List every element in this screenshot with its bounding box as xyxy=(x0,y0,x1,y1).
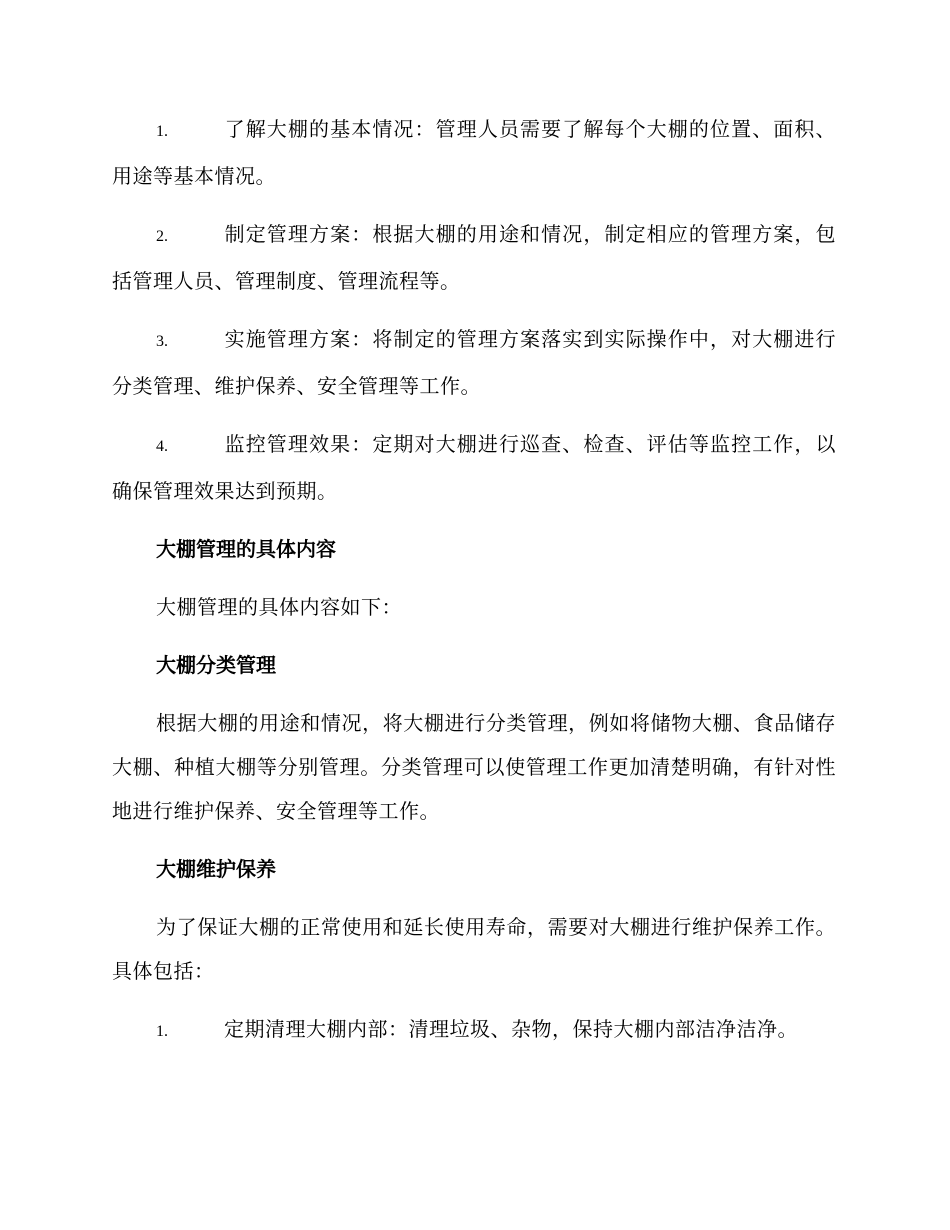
list-item-text: 了解大棚的基本情况：管理人员需要了解每个大棚的位置、面积、用途等基本情况。 xyxy=(112,117,836,188)
list-item-number: 1. xyxy=(156,123,168,140)
list-item-text: 定期清理大棚内部：清理垃圾、杂物，保持大棚内部洁净洁净。 xyxy=(224,1017,798,1041)
document-content xyxy=(112,107,836,1068)
classify-paragraph: 根据大棚的用途和情况，将大棚进行分类管理，例如将储物大棚、食品储存大棚、种植大棚等分别管理。分类管理可以使管理工作更加清楚明确，有针对性地进行维护保养、安全管理等工作。 xyxy=(112,711,836,823)
list-item xyxy=(112,107,836,198)
list-item-text: 监控管理效果：定期对大棚进行巡查、检查、评估等监控工作，以确保管理效果达到预期。 xyxy=(112,432,836,503)
maintain-paragraph: 为了保证大棚的正常使用和延长使用寿命，需要对大棚进行维护保养工作。具体包括： xyxy=(112,915,836,983)
list-item-text: 实施管理方案：将制定的管理方案落实到实际操作中，对大棚进行分类管理、维护保养、安全管理等工作。 xyxy=(112,327,836,398)
list-item-number: 4. xyxy=(156,438,168,455)
list-item xyxy=(112,317,836,408)
list-item-number: 1. xyxy=(156,1023,168,1040)
list-item-number: 3. xyxy=(156,333,168,350)
list-item-number: 2. xyxy=(156,228,168,245)
list-item xyxy=(112,422,836,513)
section-heading-classify: 大棚分类管理 xyxy=(156,653,276,677)
section-heading-maintain: 大棚维护保养 xyxy=(156,857,276,881)
list-item-text: 制定管理方案：根据大棚的用途和情况，制定相应的管理方案，包括管理人员、管理制度、管理流程等。 xyxy=(112,222,836,293)
list-item xyxy=(112,1007,836,1054)
list-item xyxy=(112,212,836,303)
section-heading-content: 大棚管理的具体内容 xyxy=(156,537,336,561)
section-intro-paragraph: 大棚管理的具体内容如下： xyxy=(156,595,402,619)
